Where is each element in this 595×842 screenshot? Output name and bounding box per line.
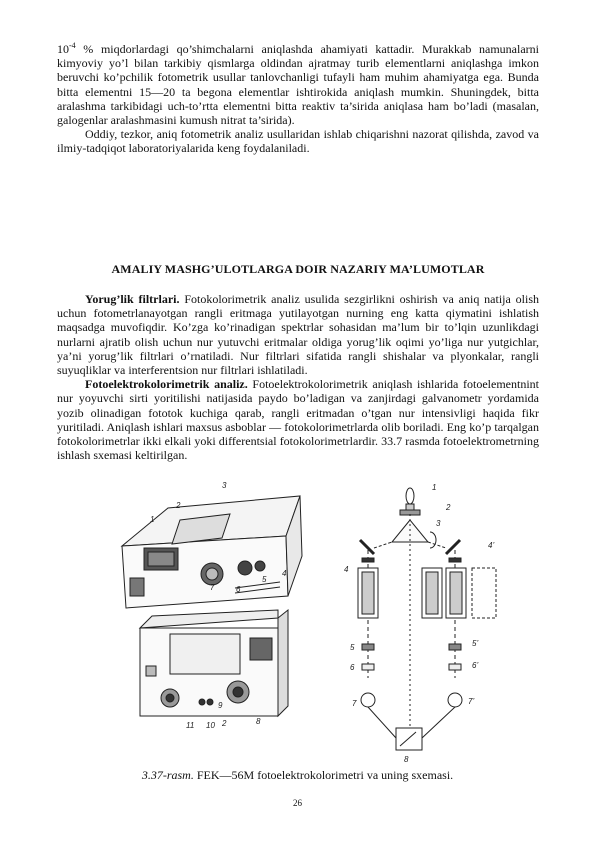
- device-bottom-label: 8: [256, 717, 261, 726]
- device-top-label: 3: [222, 481, 227, 490]
- caption-label: 3.37-rasm.: [141, 768, 194, 782]
- device-bottom-label: 10: [206, 721, 215, 730]
- device-bottom-label: 9: [218, 701, 223, 710]
- paragraph-1: [57, 42, 539, 127]
- device-bottom-label: 2: [222, 719, 227, 728]
- schematic-label: 6: [350, 663, 355, 672]
- schematic-label: 6’: [472, 661, 479, 670]
- schematic-label: 8: [404, 755, 409, 763]
- caption-text: FEK—56M fotoelektrokolorimetri va uning sxemasi.: [193, 768, 454, 782]
- paragraph-4-text: Fotoelektrokolorimetrik aniqlash ishlarida fotoelementnint nur yoyuvchi sirti yoritilishi natijasida paydo bo’ladigan va zanjirdagi galvanometr yordamida yozib olinadigan fototok kuchiga qarab, rangli eritmadan o’tgan nur intensivligi haqida fikr yuritiladi. Aniqlash ishlari maxsus asboblar — fotokolorimetrlarda olib boriladi. Eng ko’p tarqalgan fotokolorimetrlar ikki elkali yoki differentsial fotokolorimetrlardir. 33.7 rasmda fotoelektrometrning ishlash sxemasi keltirilgan.: [57, 377, 539, 463]
- section-heading: AMALIY MASHG’ULOTLARGA DOIR NAZARIY MA’LUMOTLAR: [111, 262, 485, 276]
- device-top-label: 1: [150, 515, 155, 524]
- schematic-label: 5’: [472, 639, 479, 648]
- device-bottom-drawing: [140, 610, 288, 716]
- schematic-label: 3: [436, 519, 441, 528]
- paragraph-1-superscript: -4: [69, 41, 76, 50]
- figure-3-37: [110, 478, 510, 763]
- schematic-label: 2: [446, 503, 451, 512]
- device-top-label: 2: [176, 501, 181, 510]
- paragraph-3: [57, 292, 539, 377]
- schematic-label: 4’: [488, 541, 495, 550]
- page-number: 26: [293, 798, 302, 808]
- schematic-label: 1: [432, 483, 437, 492]
- paragraph-2: Oddiy, tezkor, aniq fotometrik analiz usullaridan ishlab chiqarishni nazorat qilishda, zavod va ilmiy-tadqiqot laboratoriyalarida keng foydalaniladi.: [57, 127, 539, 156]
- body-text-top: [57, 42, 539, 156]
- schematic-label: 5: [350, 643, 355, 652]
- schematic-label: 7: [352, 699, 357, 708]
- device-top-label: 6: [236, 585, 241, 594]
- paragraph-3-term: Yorug’lik filtrlari.: [85, 292, 180, 306]
- device-top-label: 5: [262, 575, 267, 584]
- body-text-middle: [57, 292, 539, 462]
- device-bottom-label: 11: [186, 721, 195, 730]
- device-top-label: 4: [282, 569, 287, 578]
- optical-schematic: [358, 488, 496, 750]
- figure-illustration: [110, 478, 510, 763]
- paragraph-1-lead: 10: [57, 42, 69, 56]
- paragraph-3-text: Fotokolorimetrik analiz usulida sezgirlikni oshirish va aniq natija olish uchun fotometrlanayotgan rangli eritmaga yutilayotgan nurning eng katta qiymatini ishlatish maqsadga muvofiqdir. Ko’zga ko’rinadigan spektrlar sohasidan ma’lum bir to’lqin uzunlikdagi nurlarni ajratib olish uchun nur yutuvchi eritmalar oldiga yorug’lik oqimi yo’liga nur yutgichlar, ya’ni yorug’lik filtrlari o’rnatiladi. Nur filtrlari sifatida rangli shishalar va plyonkalar, rangli suyuqliklar va interferentsion nur filtrlari ishlatiladi.: [57, 292, 539, 378]
- paragraph-4-term: Fotoelektrokolorimetrik analiz.: [85, 377, 248, 392]
- schematic-label: 4: [344, 565, 349, 574]
- device-top-label: 7: [210, 583, 215, 592]
- paragraph-1-text: % miqdorlardagi qo’shimchalarni aniqlashda ahamiyati kattadir. Murakkab namunalarni kimyoviy yo’l bilan tarkibiy qismlarga oldindan ajratmay turib elementlarni aniqlashga imkon beruvchi ko’pchilik fotometrik usullar tanlovchanligi tufayli ham muhim ahamiyatga ega. Bunda bitta elementni 15—20 ta begona elementlar ishtirokida aniqlash mumkin. Shuningdek, bitta aralashma tarkibidagi uch-to’rtta elementni bitta reaktiv ta’sirida aniqlasa ham bo’ladi (masalan, galogenlar aralashmasini kumush nitrat ta’sirida).: [57, 42, 539, 128]
- figure-caption: [0, 768, 595, 783]
- schematic-label: 7’: [468, 697, 475, 706]
- paragraph-4: [57, 377, 539, 462]
